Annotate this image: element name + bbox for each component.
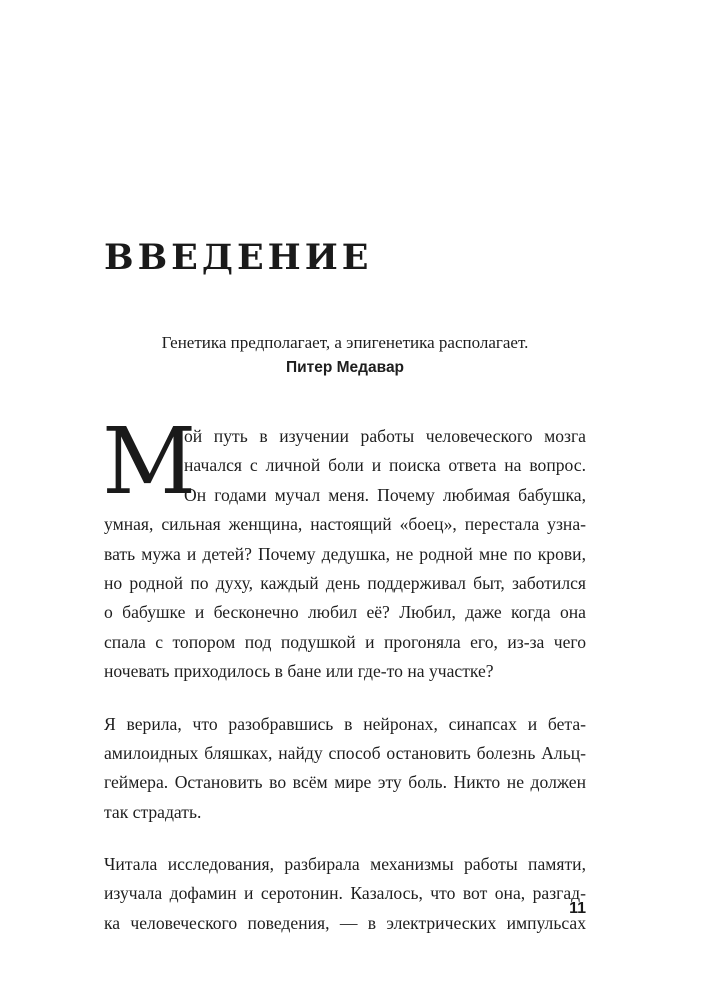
text-line: Я верила, что разобравшись в нейронах, синапсах и бета- [104,713,586,734]
text-line: ка человеческого поведения, — в электрических импульсах [104,912,586,933]
text-line: начался с личной боли и поиска ответа на вопрос. [184,455,586,476]
text-line: ночевать приходилось в бане или где-то на участке? [104,661,494,682]
paragraph-1 [102,408,586,687]
text-line: Читала исследования, разбирала механизмы работы памяти, [104,854,586,875]
paragraph-2 [104,710,586,828]
page-number: 11 [569,900,586,917]
text-line: геймера. Остановить во всём мире эту боль. Никто не должен [104,772,586,793]
text-line: умная, сильная женщина, настоящий «боец», перестала узна- [104,514,586,535]
text-line: изучала дофамин и серотонин. Казалось, что вот она, разгад- [104,883,586,904]
text-line: амилоидных бляшках, найду способ остановить болезнь Альц- [104,742,586,763]
epigraph [104,330,586,380]
text-line: спала с топором под подушкой и прогоняла его, из-за чего [104,631,586,652]
epigraph-quote: Генетика предполагает, а эпигенетика располагает. [161,333,529,352]
epigraph-author: Питер Медавар [285,359,405,376]
text-line: Он годами мучал меня. Почему любимая бабушка, [184,484,586,505]
text-line: но родной по духу, каждый день поддерживал быт, заботился [104,572,586,593]
drop-cap: М [102,408,197,515]
text-line: о бабушке и бесконечно любил её? Любил, даже когда она [104,602,586,623]
chapter-title: ВВЕДЕНИЕ [104,237,373,278]
text-line: так страдать. [104,801,202,822]
text-line: вать мужа и детей? Почему дедушка, не родной мне по крови, [104,543,586,564]
paragraph-3 [104,850,586,938]
dropcap-block [102,408,586,515]
text-line: ой путь в изучении работы человеческого мозга [184,426,586,446]
body-text [102,408,586,961]
